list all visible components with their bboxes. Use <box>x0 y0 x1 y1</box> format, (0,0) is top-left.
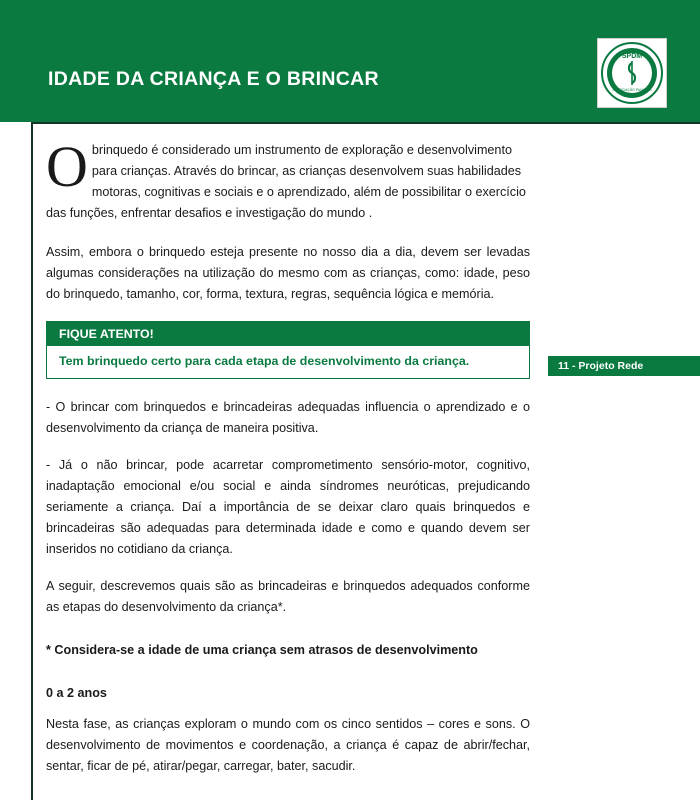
paragraph-3: - O brincar com brinquedos e brincadeiras adequadas influencia o aprendizado e o desenvolvimento da criança de maneira positiva. <box>46 400 530 435</box>
callout-text: Tem brinquedo certo para cada etapa de desenvolvimento da criança. <box>59 354 470 368</box>
paragraph-6: Nesta fase, as crianças exploram o mundo com os cinco sentidos – cores e sons. O desenvolvimento de movimentos e coordenação, a criança é capaz de abrir/fechar, sentar, ficar de pé, atirar/pegar, carregar, bater, sacudir. <box>46 717 530 773</box>
attention-callout <box>46 321 530 379</box>
section-heading-0-2-anos: 0 a 2 anos <box>46 686 107 700</box>
page-tab <box>548 356 700 376</box>
page-tab-label: 11 - Projeto Rede <box>558 360 644 372</box>
page-header <box>0 0 700 122</box>
top-divider <box>31 122 700 124</box>
spdm-logo-icon <box>598 39 666 107</box>
paragraph-2: Assim, embora o brinquedo esteja presente no nosso dia a dia, devem ser levadas algumas considerações na utilização do mesmo com as crianças, como: idade, peso do brinquedo, tamanho, cor, forma, textura, regras, sequência lógica e memória. <box>46 245 530 301</box>
left-divider <box>31 122 33 800</box>
callout-heading: FIQUE ATENTO! <box>47 322 529 346</box>
svg-text:ASSOCIAÇÃO PAULISTA: ASSOCIAÇÃO PAULISTA <box>612 88 652 92</box>
page-title: IDADE DA CRIANÇA E O BRINCAR <box>48 68 379 90</box>
footnote: * Considera-se a idade de uma criança sem atrasos de desenvolvimento <box>46 643 478 657</box>
paragraph-4: - Já o não brincar, pode acarretar comprometimento sensório-motor, cognitivo, inadaptação emocional e/ou social e ainda síndromes neuróticas, prejudicando seriamente a criança. Daí a importância de se deixar claro quais brinquedos e brincadeiras são adequadas para determinada idade e como e quando devem ser inseridos no cotidiano da criança. <box>46 458 530 556</box>
svg-text:SPDM: SPDM <box>621 53 643 60</box>
spdm-logo <box>597 38 667 108</box>
document-body <box>46 134 530 777</box>
paragraph-5: A seguir, descrevemos quais são as brincadeiras e brinquedos adequados conforme as etapas do desenvolvimento da criança*. <box>46 579 530 614</box>
intro-paragraph-text: brinquedo é considerado um instrumento de exploração e desenvolvimento para crianças. Através do brincar, as crianças desenvolvem suas habilidades motoras, cognitivas e sociais e o aprendizado, além de possibilitar o exercício das funções, enfrentar desafios e investigação do mundo . <box>46 143 526 220</box>
drop-cap: O <box>46 134 88 199</box>
intro-paragraph <box>46 134 530 224</box>
